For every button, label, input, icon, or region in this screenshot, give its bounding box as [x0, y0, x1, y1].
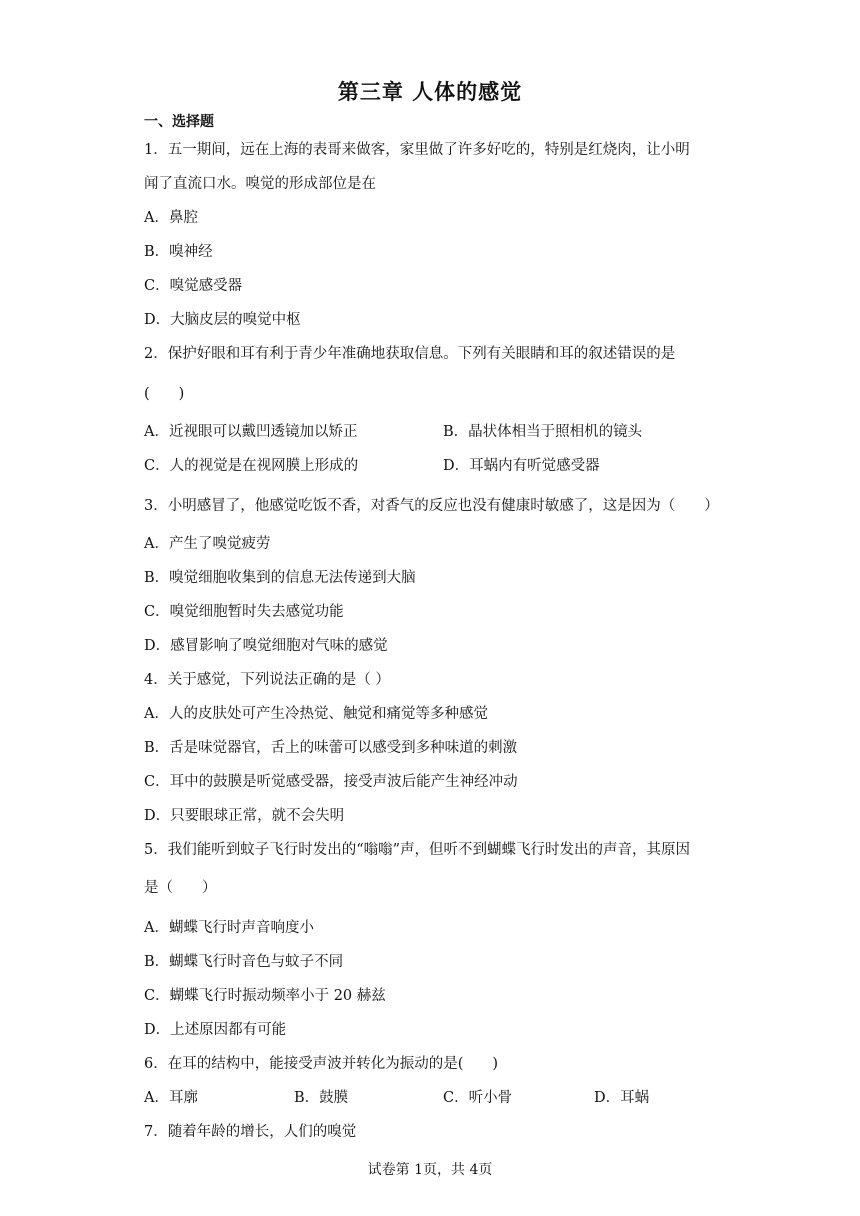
- page-footer: 试卷第 1页，共 4页: [367, 1162, 493, 1178]
- q3-option-c: C．嗅觉细胞暂时失去感觉功能: [144, 604, 344, 620]
- q1-option-d: D．大脑皮层的嗅觉中枢: [144, 312, 301, 328]
- q5-option-c: C．蝴蝶飞行时振动频率小于 20 赫兹: [144, 988, 386, 1004]
- q5-option-b: B．蝴蝶飞行时音色与蚊子不同: [144, 954, 344, 970]
- q5-option-a: A．蝴蝶飞行时声音响度小: [144, 920, 314, 936]
- q4-option-c: C．耳中的鼓膜是听觉感受器，接受声波后能产生神经冲动: [144, 774, 518, 790]
- question-3-text: 3．小明感冒了，他感觉吃饭不香，对香气的反应也没有健康时敏感了，这是因为（ ）: [144, 498, 719, 514]
- q6-option-c: C．听小骨: [443, 1090, 513, 1106]
- q4-option-d: D．只要眼球正常，就不会失明: [144, 808, 345, 824]
- question-1-text-cont: 闻了直流口水。嗅觉的形成部位是在: [144, 176, 376, 192]
- q2-option-d: D．耳蜗内有听觉感受器: [443, 458, 600, 474]
- q4-option-a: A．人的皮肤处可产生冷热觉、触觉和痛觉等多种感觉: [144, 706, 488, 722]
- q2-option-b: B．晶状体相当于照相机的镜头: [443, 424, 643, 440]
- q3-option-b: B．嗅觉细胞收集到的信息无法传递到大脑: [144, 570, 416, 586]
- q6-option-b: B．鼓膜: [294, 1090, 349, 1106]
- section-heading: 一、选择题: [144, 114, 214, 130]
- q2-option-a: A．近视眼可以戴凹透镜加以矫正: [144, 424, 358, 440]
- q2-option-c: C．人的视觉是在视网膜上形成的: [144, 458, 359, 474]
- question-2-text: 2．保护好眼和耳有利于青少年准确地获取信息。下列有关眼睛和耳的叙述错误的是: [144, 346, 676, 362]
- q1-option-a: A．鼻腔: [144, 210, 198, 226]
- question-5-text-cont: 是（ ）: [144, 880, 217, 896]
- question-1-text: 1．五一期间，远在上海的表哥来做客，家里做了许多好吃的，特别是红烧肉，让小明: [144, 142, 690, 158]
- q5-option-d: D．上述原因都有可能: [144, 1022, 287, 1038]
- q1-option-b: B．嗅神经: [144, 244, 213, 260]
- question-7-text: 7．随着年龄的增长，人们的嗅觉: [144, 1124, 357, 1140]
- q6-option-d: D．耳蜗: [594, 1090, 650, 1106]
- question-5-text: 5．我们能听到蚊子飞行时发出的“嗡嗡”声，但听不到蝴蝶飞行时发出的声音，其原因: [144, 842, 691, 858]
- question-2-text-cont: ( ): [144, 386, 185, 402]
- question-4-text: 4．关于感觉，下列说法正确的是（ ）: [144, 672, 390, 688]
- q3-option-d: D．感冒影响了嗅觉细胞对气味的感觉: [144, 638, 388, 654]
- question-6-text: 6．在耳的结构中，能接受声波并转化为振动的是( ): [144, 1056, 499, 1072]
- q3-option-a: A．产生了嗅觉疲劳: [144, 536, 271, 552]
- q6-option-a: A．耳廓: [144, 1090, 198, 1106]
- page-title: 第三章 人体的感觉: [337, 80, 523, 104]
- q1-option-c: C．嗅觉感受器: [144, 278, 243, 294]
- q4-option-b: B．舌是味觉器官，舌上的味蕾可以感受到多种味道的刺激: [144, 740, 518, 756]
